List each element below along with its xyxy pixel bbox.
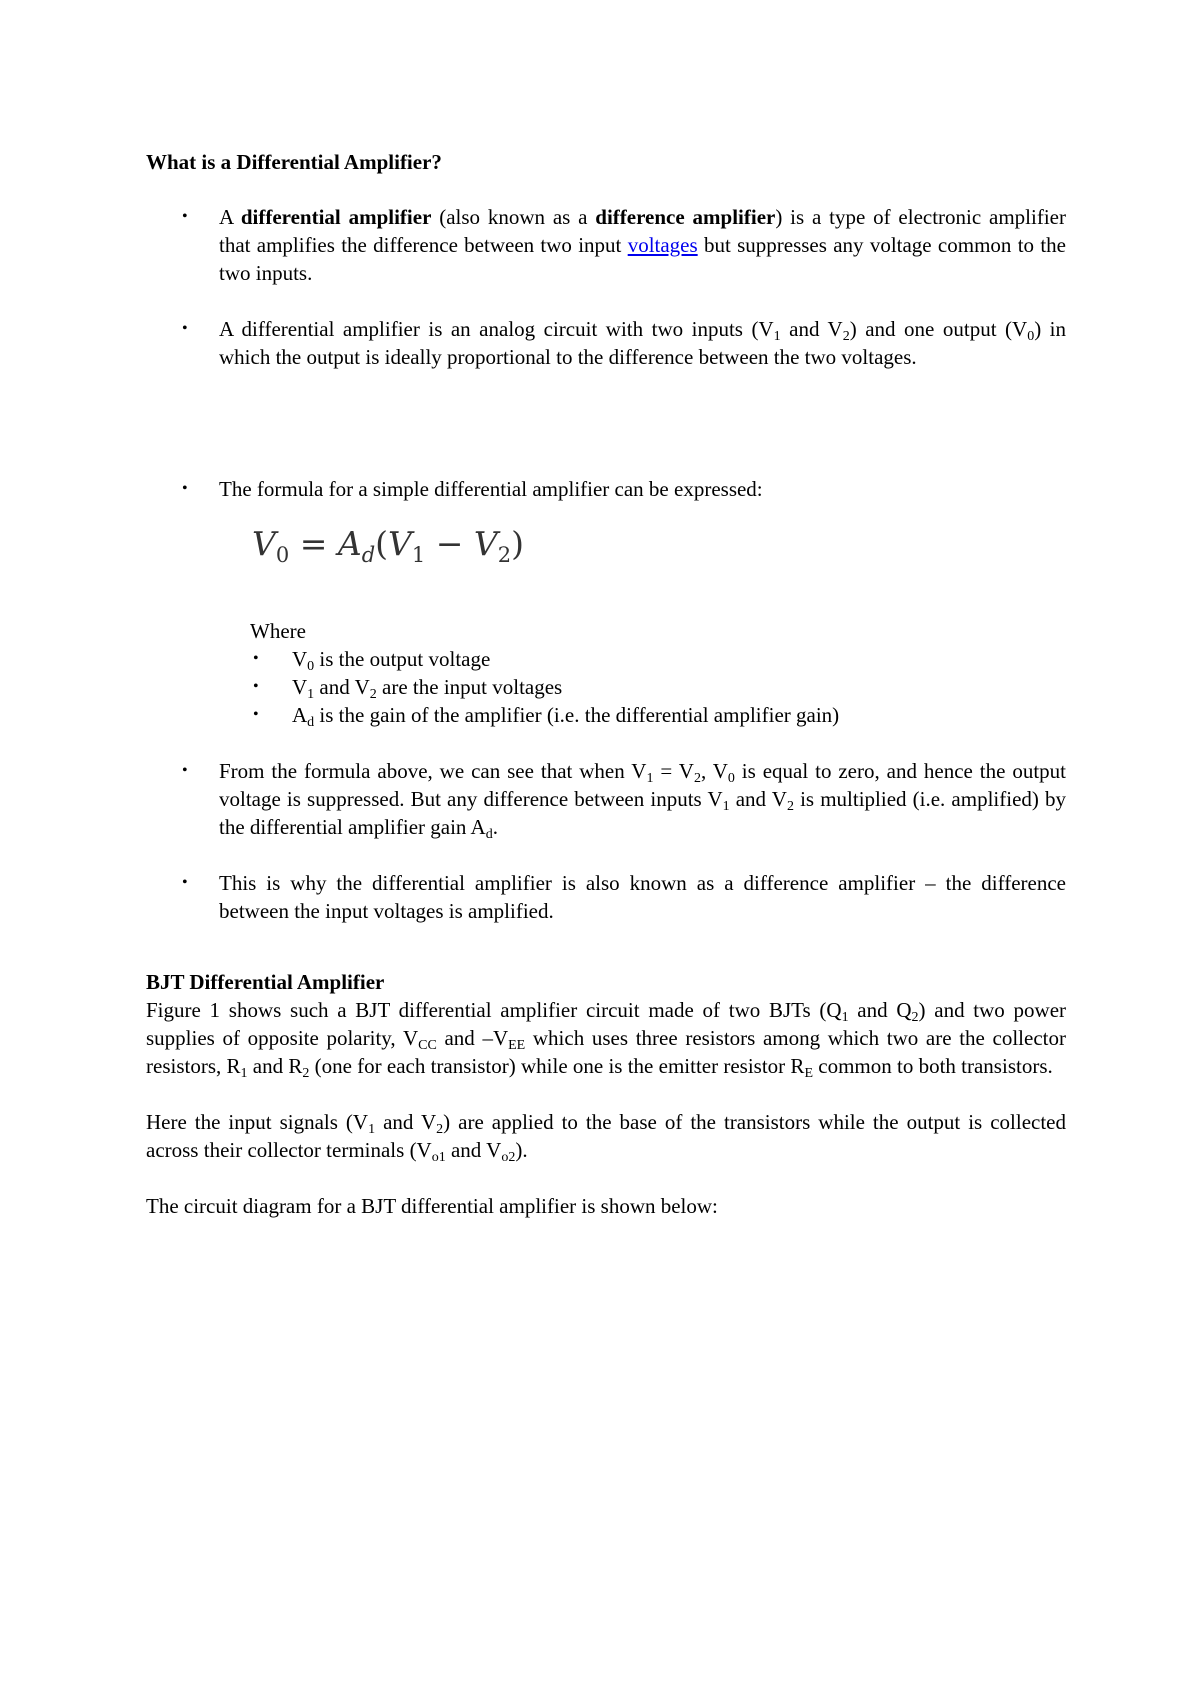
subscript: 0 [1027,329,1035,344]
formula-operator: = [289,524,338,563]
text-run: , V [700,759,728,783]
where-label: Where [250,619,306,643]
formula-paren: ) [511,524,524,563]
text-run: which uses three resistors among which two are the collector resistors, R [146,1026,1066,1078]
formula-paren: ( [375,524,389,563]
subscript: o2 [501,1150,516,1165]
bullet-dot: • [182,762,188,779]
subscript: d [307,715,315,730]
text-run: ) in which the output is ideally proportional to the difference between the two voltages. [219,317,1067,369]
text-run: . [492,815,498,839]
text-run: V [292,647,308,671]
bullet-dot: • [182,480,188,497]
subscript: o1 [431,1150,446,1165]
subscript: 1 [722,799,730,814]
formula-subscript: 1 [411,543,426,567]
text-run: A differential amplifier is an analog circuit with two inputs (V [219,317,774,341]
bullet-formula-explanation [146,757,1066,841]
heading-bjt-differential-amplifier: BJT Differential Amplifier [146,970,385,994]
bullet-definition-text [219,203,1066,287]
subscript: 0 [727,771,735,786]
formula-symbol: V [473,524,498,563]
formula-operator: − [425,524,474,563]
text-run: is the gain of the amplifier (i.e. the differential amplifier gain) [314,703,840,727]
list-item [250,645,1050,673]
subscript: 1 [240,1066,248,1081]
formula-subscript: 0 [275,543,290,567]
text-run: V [292,675,308,699]
subscript: 2 [786,799,794,814]
bullet-analog-circuit [146,315,1066,371]
bullet-formula-intro [146,475,1066,503]
bullet-formula-intro-text: The formula for a simple differential amplifier can be expressed: [219,477,763,501]
list-item [250,673,1050,701]
bullet-dot: • [182,320,188,337]
bullet-dot: • [253,706,259,723]
subscript: E [804,1066,813,1081]
text-run: and V [729,787,787,811]
subscript: 2 [693,771,701,786]
text-run: is the output voltage [314,647,491,671]
variable-definitions-list [250,645,1050,729]
bullet-analog-circuit-text [219,315,1066,371]
text-run: A [292,703,308,727]
text-run: Figure 1 shows such a BJT differential amplifier circuit made of two BJTs (Q [146,998,842,1022]
paragraph-input-signals [146,1108,1066,1164]
subscript: CC [418,1038,437,1053]
text-run: ) are applied to the base of the transistors while the output is collected across their collector terminals (V [146,1110,1067,1162]
bullet-dot: • [253,650,259,667]
text-run: are the input voltages [376,675,563,699]
subscript: 1 [841,1010,849,1025]
subscript: d [485,827,493,842]
bullet-dot: • [182,208,188,225]
formula-subscript: 2 [497,543,512,567]
formula-symbol: V [388,524,412,563]
text-run: and V [375,1110,437,1134]
subscript: 1 [368,1122,376,1137]
text-run: ) and two power supplies of opposite polarity, V [146,998,1067,1050]
term-difference-amplifier: difference amplifier [595,205,776,229]
bullet-dot: • [182,874,188,891]
formula-symbol: V [252,524,276,563]
subscript: 2 [302,1066,310,1081]
bullet-formula-explanation-text [219,757,1066,841]
bullet-difference-amplifier [146,869,1066,925]
voltages-link[interactable]: voltages [627,233,698,257]
text-run: is multiplied (i.e. amplified) by the differential amplifier gain A [219,787,1066,839]
subscript: 2 [911,1010,919,1025]
text-run: is equal to zero, and hence the output voltage is suppressed. But any difference between inputs V [219,759,1067,811]
paragraph-circuit-diagram-intro: The circuit diagram for a BJT differential amplifier is shown below: [146,1194,718,1218]
text-run: and Q [848,998,912,1022]
text-run: (one for each transistor) while one is the emitter resistor R [309,1054,805,1078]
formula-differential-gain [252,524,524,567]
text-run: and V [780,317,843,341]
text-run: From the formula above, we can see that when V [219,759,647,783]
subscript: 0 [307,659,315,674]
subscript: 1 [307,687,315,702]
text-run: A [219,205,241,229]
bullet-definition [146,203,1066,287]
subscript: 2 [369,687,377,702]
text-run: ) and one output (V [849,317,1028,341]
formula-subscript: d [361,543,376,567]
subscript: 2 [436,1122,444,1137]
subscript: 2 [842,329,850,344]
text-run: Here the input signals (V [146,1110,369,1134]
text-run: = V [653,759,694,783]
formula-symbol: A [337,524,362,563]
text-run: ) is a type of electronic amplifier that amplifies the difference between two input [219,205,1066,257]
bullet-difference-amplifier-text: This is why the differential amplifier is also known as a difference amplifier – the difference between the input voltages is amplified. [219,871,1066,923]
text-run: common to both transistors. [813,1054,1053,1078]
heading-what-is-differential-amplifier: What is a Differential Amplifier? [146,150,442,174]
text-run: and V [314,675,370,699]
bullet-dot: • [253,678,259,695]
list-item [250,701,1050,729]
term-differential-amplifier: differential amplifier [240,205,432,229]
text-run: ). [515,1138,528,1162]
subscript: 1 [773,329,781,344]
text-run: but suppresses any voltage common to the two inputs. [219,233,1066,285]
subscript: EE [508,1038,526,1053]
text-run: and V [445,1138,502,1162]
paragraph-figure-description [146,996,1066,1080]
text-run: (also known as a [431,205,596,229]
text-run: and –V [436,1026,509,1050]
text-run: and R [247,1054,303,1078]
subscript: 1 [646,771,654,786]
